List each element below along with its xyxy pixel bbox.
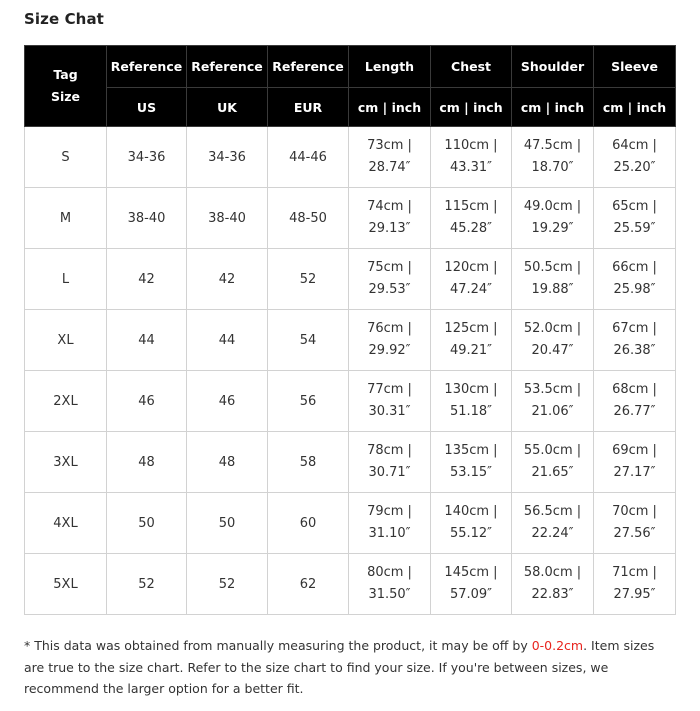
cell-tag-size: 5XL <box>25 554 107 615</box>
cell-uk: 34-36 <box>187 127 268 188</box>
cell-chest-cm: 110cm | <box>444 138 498 153</box>
cell-sleeve-inch: 25.98″ <box>613 282 656 297</box>
cell-chest <box>431 554 512 615</box>
header-reference-us: Reference <box>107 46 187 88</box>
cell-shoulder-inch: 18.70″ <box>531 160 574 175</box>
cell-chest <box>431 188 512 249</box>
table-row <box>25 310 676 371</box>
cell-chest-inch: 55.12″ <box>449 526 493 541</box>
table-row <box>25 554 676 615</box>
cell-length-inch: 29.13″ <box>368 221 411 236</box>
fit-note <box>24 635 664 700</box>
header-length: Length <box>349 46 431 88</box>
cell-length <box>349 188 431 249</box>
size-chart-table <box>24 45 676 615</box>
cell-us: 52 <box>107 554 187 615</box>
cell-length-cm: 79cm | <box>367 504 412 519</box>
cell-sleeve-cm: 71cm | <box>612 565 657 580</box>
cell-uk: 52 <box>187 554 268 615</box>
header-row-top <box>25 46 676 88</box>
cell-length <box>349 249 431 310</box>
cell-eur: 54 <box>268 310 349 371</box>
cell-sleeve <box>594 371 676 432</box>
subheader-eur: EUR <box>268 88 349 127</box>
cell-shoulder <box>512 371 594 432</box>
table-row <box>25 493 676 554</box>
cell-chest-cm: 140cm | <box>444 504 498 519</box>
cell-sleeve <box>594 127 676 188</box>
tag-size-header <box>25 46 107 127</box>
cell-chest-cm: 120cm | <box>444 260 498 275</box>
fit-note-text-end: . Item sizes are true to the size chart. Refer to the size chart to find your size. If you're between sizes, we recommend the larger option for a better fit. <box>24 638 655 696</box>
cell-length-inch: 29.53″ <box>368 282 411 297</box>
header-chest: Chest <box>431 46 512 88</box>
cell-chest <box>431 432 512 493</box>
cell-chest-inch: 49.21″ <box>449 343 493 358</box>
cell-shoulder-inch: 21.06″ <box>531 404 574 419</box>
cell-tag-size: S <box>25 127 107 188</box>
cell-chest <box>431 127 512 188</box>
cell-eur: 58 <box>268 432 349 493</box>
cell-chest-cm: 130cm | <box>444 382 498 397</box>
cell-sleeve-inch: 25.59″ <box>613 221 656 236</box>
cell-chest-cm: 125cm | <box>444 321 498 336</box>
cell-sleeve-cm: 68cm | <box>612 382 657 397</box>
cell-tag-size: L <box>25 249 107 310</box>
cell-tag-size: 4XL <box>25 493 107 554</box>
cell-shoulder-cm: 56.5cm | <box>523 504 582 519</box>
cell-shoulder-cm: 47.5cm | <box>523 138 582 153</box>
cell-shoulder <box>512 188 594 249</box>
header-shoulder: Shoulder <box>512 46 594 88</box>
cell-length <box>349 310 431 371</box>
cell-length-cm: 78cm | <box>367 443 412 458</box>
cell-length-inch: 30.31″ <box>368 404 411 419</box>
cell-us: 38-40 <box>107 188 187 249</box>
cell-shoulder-inch: 21.65″ <box>531 465 574 480</box>
cell-shoulder-cm: 52.0cm | <box>523 321 582 336</box>
cell-chest-inch: 47.24″ <box>449 282 493 297</box>
cell-eur: 62 <box>268 554 349 615</box>
cell-tag-size: XL <box>25 310 107 371</box>
cell-length-inch: 30.71″ <box>368 465 411 480</box>
cell-us: 48 <box>107 432 187 493</box>
tag-size-header-line1: Tag <box>53 67 78 82</box>
cell-tag-size: 2XL <box>25 371 107 432</box>
cell-shoulder <box>512 493 594 554</box>
table-body <box>25 127 676 615</box>
cell-chest-cm: 135cm | <box>444 443 498 458</box>
cell-chest <box>431 310 512 371</box>
cell-sleeve-cm: 69cm | <box>612 443 657 458</box>
measurement-tolerance: 0-0.2cm <box>531 638 584 653</box>
cell-shoulder-inch: 19.29″ <box>531 221 574 236</box>
cell-sleeve <box>594 493 676 554</box>
cell-shoulder <box>512 432 594 493</box>
cell-eur: 44-46 <box>268 127 349 188</box>
cell-sleeve-cm: 66cm | <box>612 260 657 275</box>
table-row <box>25 188 676 249</box>
header-reference-uk: Reference <box>187 46 268 88</box>
cell-shoulder <box>512 127 594 188</box>
cell-eur: 52 <box>268 249 349 310</box>
cell-sleeve-cm: 65cm | <box>612 199 657 214</box>
cell-sleeve-inch: 25.20″ <box>613 160 656 175</box>
header-row-sub <box>25 88 676 127</box>
cell-shoulder-cm: 53.5cm | <box>523 382 582 397</box>
subheader-chest-unit: cm | inch <box>431 88 512 127</box>
cell-sleeve <box>594 310 676 371</box>
cell-chest <box>431 249 512 310</box>
header-reference-eur: Reference <box>268 46 349 88</box>
cell-sleeve-cm: 70cm | <box>612 504 657 519</box>
cell-chest-cm: 145cm | <box>444 565 498 580</box>
cell-length-cm: 75cm | <box>367 260 412 275</box>
cell-shoulder-cm: 55.0cm | <box>523 443 582 458</box>
cell-length-inch: 28.74″ <box>368 160 411 175</box>
cell-us: 44 <box>107 310 187 371</box>
cell-chest-inch: 57.09″ <box>449 587 493 602</box>
cell-chest-inch: 45.28″ <box>449 221 493 236</box>
table-row <box>25 432 676 493</box>
cell-shoulder-inch: 22.83″ <box>531 587 574 602</box>
cell-sleeve-cm: 67cm | <box>612 321 657 336</box>
table-row <box>25 127 676 188</box>
cell-length-cm: 77cm | <box>367 382 412 397</box>
cell-length-inch: 31.10″ <box>368 526 411 541</box>
cell-sleeve <box>594 432 676 493</box>
cell-uk: 48 <box>187 432 268 493</box>
cell-chest-inch: 53.15″ <box>449 465 493 480</box>
table-row <box>25 371 676 432</box>
subheader-sleeve-unit: cm | inch <box>594 88 676 127</box>
cell-sleeve-inch: 27.95″ <box>613 587 656 602</box>
cell-sleeve-inch: 26.77″ <box>613 404 656 419</box>
cell-sleeve-inch: 27.17″ <box>613 465 656 480</box>
cell-chest-inch: 51.18″ <box>449 404 493 419</box>
cell-sleeve <box>594 554 676 615</box>
cell-sleeve <box>594 188 676 249</box>
cell-shoulder <box>512 554 594 615</box>
cell-length <box>349 432 431 493</box>
cell-us: 34-36 <box>107 127 187 188</box>
subheader-uk: UK <box>187 88 268 127</box>
cell-uk: 44 <box>187 310 268 371</box>
cell-us: 50 <box>107 493 187 554</box>
cell-length <box>349 127 431 188</box>
cell-length-inch: 31.50″ <box>368 587 411 602</box>
subheader-us: US <box>107 88 187 127</box>
cell-sleeve-cm: 64cm | <box>612 138 657 153</box>
cell-chest-cm: 115cm | <box>444 199 498 214</box>
cell-sleeve-inch: 26.38″ <box>613 343 656 358</box>
table-header <box>25 46 676 127</box>
cell-length <box>349 371 431 432</box>
fit-note-text-start: * This data was obtained from manually measuring the product, it may be off by <box>24 638 532 653</box>
cell-chest-inch: 43.31″ <box>449 160 493 175</box>
page-title: Size Chat <box>24 10 104 28</box>
cell-tag-size: M <box>25 188 107 249</box>
cell-shoulder-cm: 49.0cm | <box>523 199 582 214</box>
cell-sleeve <box>594 249 676 310</box>
cell-length-cm: 76cm | <box>367 321 412 336</box>
cell-length-cm: 73cm | <box>367 138 412 153</box>
header-sleeve: Sleeve <box>594 46 676 88</box>
cell-chest <box>431 371 512 432</box>
cell-eur: 48-50 <box>268 188 349 249</box>
cell-shoulder <box>512 310 594 371</box>
cell-eur: 60 <box>268 493 349 554</box>
cell-sleeve-inch: 27.56″ <box>613 526 656 541</box>
cell-us: 46 <box>107 371 187 432</box>
subheader-length-unit: cm | inch <box>349 88 431 127</box>
cell-length <box>349 493 431 554</box>
cell-tag-size: 3XL <box>25 432 107 493</box>
cell-shoulder-cm: 58.0cm | <box>523 565 582 580</box>
cell-chest <box>431 493 512 554</box>
cell-length-cm: 80cm | <box>367 565 412 580</box>
cell-length <box>349 554 431 615</box>
cell-shoulder-cm: 50.5cm | <box>523 260 582 275</box>
cell-uk: 42 <box>187 249 268 310</box>
cell-shoulder <box>512 249 594 310</box>
cell-us: 42 <box>107 249 187 310</box>
tag-size-header-line2: Size <box>50 89 81 104</box>
cell-uk: 46 <box>187 371 268 432</box>
cell-uk: 50 <box>187 493 268 554</box>
cell-uk: 38-40 <box>187 188 268 249</box>
subheader-shoulder-unit: cm | inch <box>512 88 594 127</box>
cell-shoulder-inch: 20.47″ <box>531 343 574 358</box>
cell-shoulder-inch: 19.88″ <box>531 282 574 297</box>
cell-length-inch: 29.92″ <box>368 343 411 358</box>
cell-length-cm: 74cm | <box>367 199 412 214</box>
cell-eur: 56 <box>268 371 349 432</box>
cell-shoulder-inch: 22.24″ <box>531 526 574 541</box>
table-row <box>25 249 676 310</box>
